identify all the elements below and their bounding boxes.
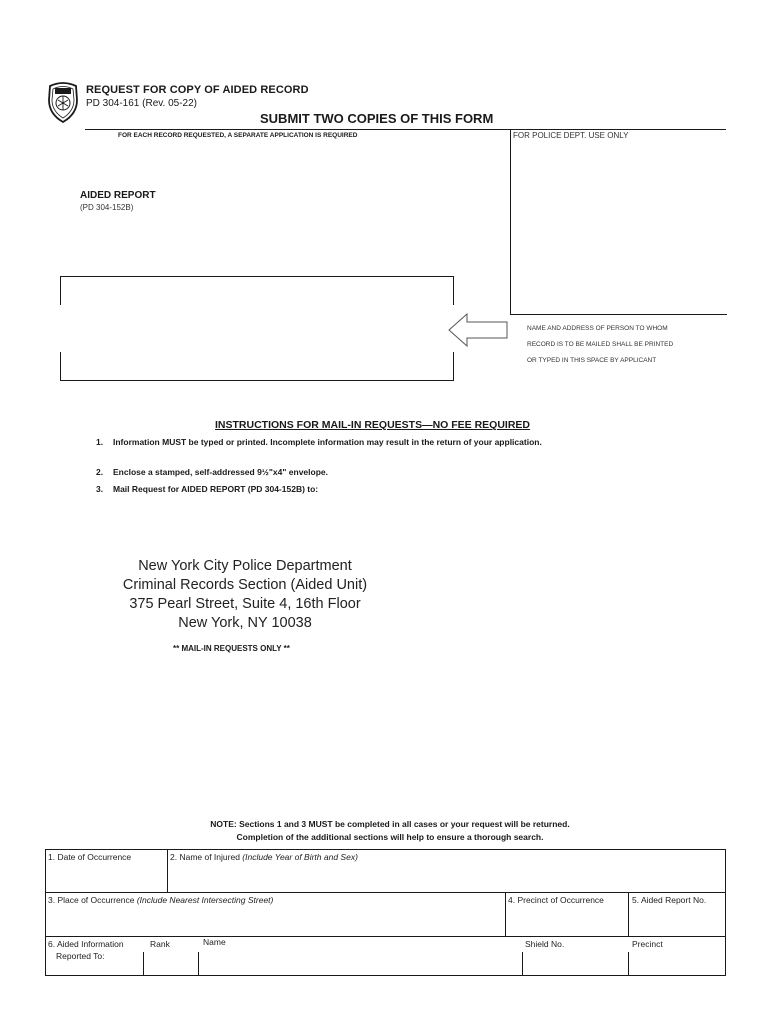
row-divider	[46, 892, 725, 893]
address-field-bottom[interactable]	[60, 352, 454, 381]
left-arrow-icon	[447, 312, 509, 348]
address-note-line-1: NAME AND ADDRESS OF PERSON TO WHOM	[527, 325, 668, 332]
instruction-number: 1.	[96, 437, 104, 447]
place-of-occurrence-label: 3. Place of Occurrence	[48, 895, 137, 905]
col-divider	[522, 952, 523, 975]
address-line: New York City Police Department	[138, 558, 352, 574]
instruction-item-3	[96, 482, 586, 496]
reported-to-label: Reported To:	[56, 951, 105, 961]
address-line: Criminal Records Section (Aided Unit)	[122, 577, 368, 593]
precinct-of-occurrence-label[interactable]: 4. Precinct of Occurrence	[508, 895, 604, 905]
instruction-item-2	[96, 465, 586, 479]
place-of-occurrence-field[interactable]	[48, 895, 273, 905]
col-divider	[628, 952, 629, 975]
aided-information-label: 6. Aided Information	[48, 939, 124, 949]
instruction-text: Enclose a stamped, self-addressed 9½"x4" envelope.	[113, 467, 328, 477]
row-divider	[46, 936, 725, 937]
col-divider	[198, 952, 199, 975]
seal-icon	[46, 80, 80, 124]
address-field-top[interactable]	[60, 276, 454, 305]
shield-number-label[interactable]: Shield No.	[525, 939, 565, 949]
mailing-address	[110, 557, 380, 633]
note-line-1: NOTE: Sections 1 and 3 MUST be completed in all cases or your request will be returned.	[210, 819, 570, 829]
aided-report-number-label[interactable]: 5. Aided Report No.	[632, 895, 707, 905]
col-divider	[167, 850, 168, 892]
col-divider	[628, 892, 629, 936]
rank-label[interactable]: Rank	[150, 939, 170, 949]
instruction-number: 3.	[96, 484, 104, 494]
aided-report-heading: AIDED REPORT	[80, 190, 156, 201]
place-of-occurrence-hint: (Include Nearest Intersecting Street)	[136, 895, 274, 905]
police-use-label: FOR POLICE DEPT. USE ONLY	[513, 131, 629, 140]
aided-report-subtitle: (PD 304-152B)	[80, 203, 134, 212]
name-of-injured-field[interactable]	[170, 852, 358, 862]
date-of-occurrence-label[interactable]: 1. Date of Occurrence	[48, 852, 132, 862]
occurrence-table	[45, 849, 726, 976]
address-note-line-3: OR TYPED IN THIS SPACE BY APPLICANT	[527, 357, 657, 364]
address-line: 375 Pearl Street, Suite 4, 16th Floor	[129, 596, 361, 612]
name-of-injured-label: 2. Name of Injured	[170, 852, 243, 862]
note-line-2: Completion of the additional sections will help to ensure a thorough search.	[236, 832, 544, 842]
form-title: REQUEST FOR COPY OF AIDED RECORD	[86, 84, 309, 96]
instruction-text: Information MUST be typed or printed. Incomplete information may result in the return of your application.	[113, 437, 542, 447]
name-label[interactable]: Name	[203, 937, 226, 947]
address-note-line-2: RECORD IS TO BE MAILED SHALL BE PRINTED	[527, 341, 674, 348]
col-divider	[143, 952, 144, 975]
submit-notice: SUBMIT TWO COPIES OF THIS FORM	[260, 111, 494, 126]
completion-note	[160, 818, 620, 844]
instruction-number: 2.	[96, 467, 104, 477]
instruction-item-1	[96, 435, 586, 449]
police-use-box	[510, 130, 727, 315]
name-of-injured-hint: (Include Year of Birth and Sex)	[242, 852, 358, 862]
instructions-heading: INSTRUCTIONS FOR MAIL-IN REQUESTS—NO FEE REQUIRED	[215, 419, 531, 431]
separate-application-notice: FOR EACH RECORD REQUESTED, A SEPARATE APPLICATION IS REQUIRED	[118, 132, 358, 139]
precinct-label[interactable]: Precinct	[632, 939, 663, 949]
mail-in-only-notice: ** MAIL-IN REQUESTS ONLY **	[173, 644, 290, 653]
instruction-text: Mail Request for AIDED REPORT (PD 304-152B) to:	[113, 484, 319, 494]
address-line: New York, NY 10038	[178, 615, 312, 631]
form-number: PD 304-161 (Rev. 05-22)	[86, 98, 197, 109]
col-divider	[505, 892, 506, 936]
